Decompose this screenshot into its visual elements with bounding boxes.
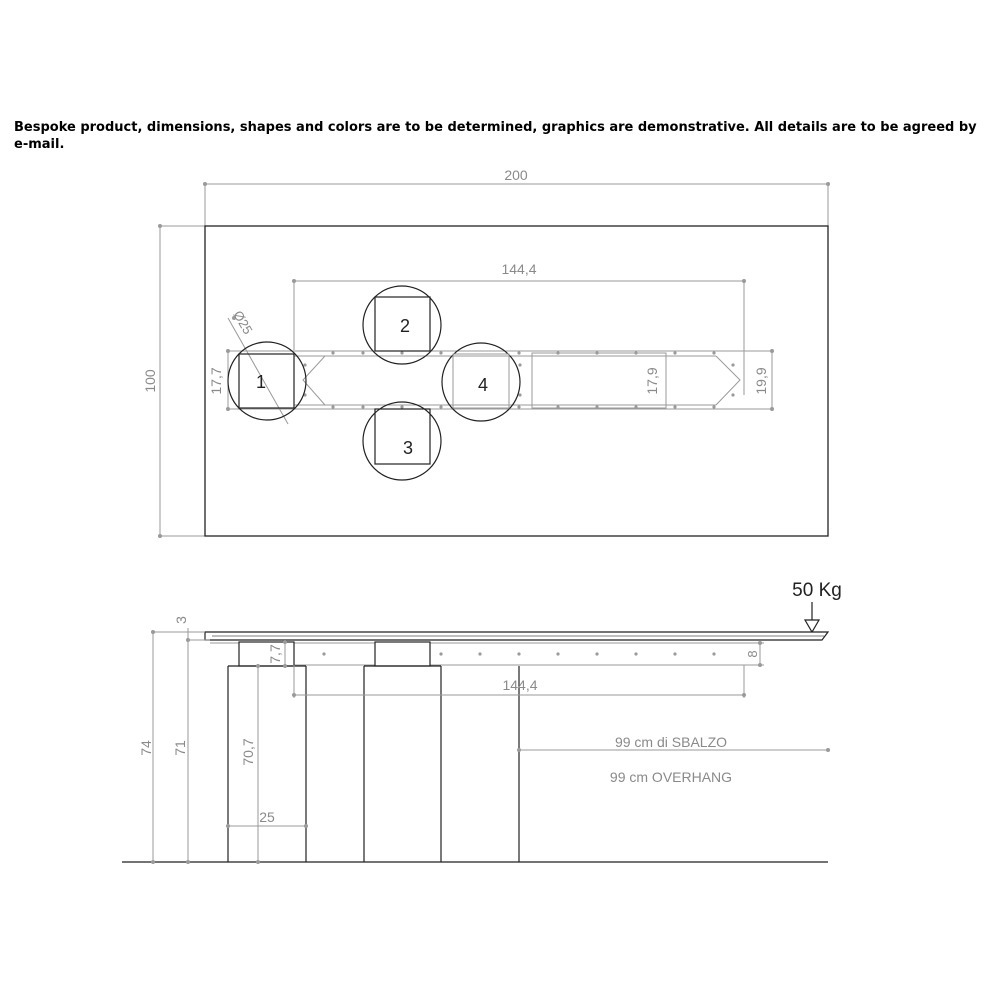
height-label: 100	[142, 369, 158, 393]
rail-outer-height-label: 19,9	[753, 367, 769, 395]
side-rail-length-label: 144,4	[502, 677, 538, 693]
load-label: 50 Kg	[792, 580, 842, 601]
side-view	[122, 580, 842, 864]
column-width-label: 25	[259, 809, 275, 825]
leg-2-label: 2	[399, 316, 411, 336]
leg-3-label: 3	[402, 438, 414, 458]
rail-thickness-dimension	[744, 641, 764, 667]
cap-height-label: 7,7	[267, 644, 283, 664]
leg-2-cap	[375, 642, 430, 666]
rail-outer-height-dimension	[753, 349, 774, 411]
overhang-dimension	[517, 734, 830, 785]
leg-3	[363, 402, 441, 480]
rail-inner-height-label: 17,9	[644, 367, 660, 395]
width-dimension	[203, 167, 830, 226]
rail-left-height-label: 17,7	[208, 367, 224, 395]
table-top-side	[205, 632, 828, 640]
column-height-label: 70,7	[240, 738, 256, 766]
top-thickness-dimension	[173, 616, 190, 642]
height-dimension	[142, 224, 205, 538]
leg-height-label: 71	[172, 740, 188, 756]
top-view	[142, 167, 830, 538]
rail-inner-height-dimension	[644, 353, 666, 408]
overhang-en-label: 99 cm OVERHANG	[609, 769, 733, 785]
diameter-label: Ø25	[230, 308, 256, 337]
rail-outline	[230, 351, 772, 409]
rail-left-height-dimension	[208, 349, 230, 411]
width-label: 200	[504, 167, 528, 183]
rail-length-label: 144,4	[501, 261, 537, 277]
leg-height-dimension	[172, 640, 210, 864]
disclaimer-text: Bespoke product, dimensions, shapes and colors are to be determined, graphics are demonstrative. All details are to be agreed by e-mail.	[14, 120, 977, 152]
top-thickness-label: 3	[173, 616, 189, 624]
overhang-it-label: 99 cm di SBALZO	[614, 734, 728, 750]
leg-1-label: 1	[255, 372, 267, 392]
rail-thickness-label: 8	[745, 650, 760, 658]
leg-4-label: 4	[477, 375, 489, 395]
column-height-dimension	[240, 664, 260, 864]
leg-1	[228, 342, 306, 420]
column-width-dimension	[226, 809, 308, 828]
rail-holes	[303, 351, 734, 408]
total-height-label: 74	[138, 740, 154, 756]
load-indicator	[792, 580, 842, 632]
